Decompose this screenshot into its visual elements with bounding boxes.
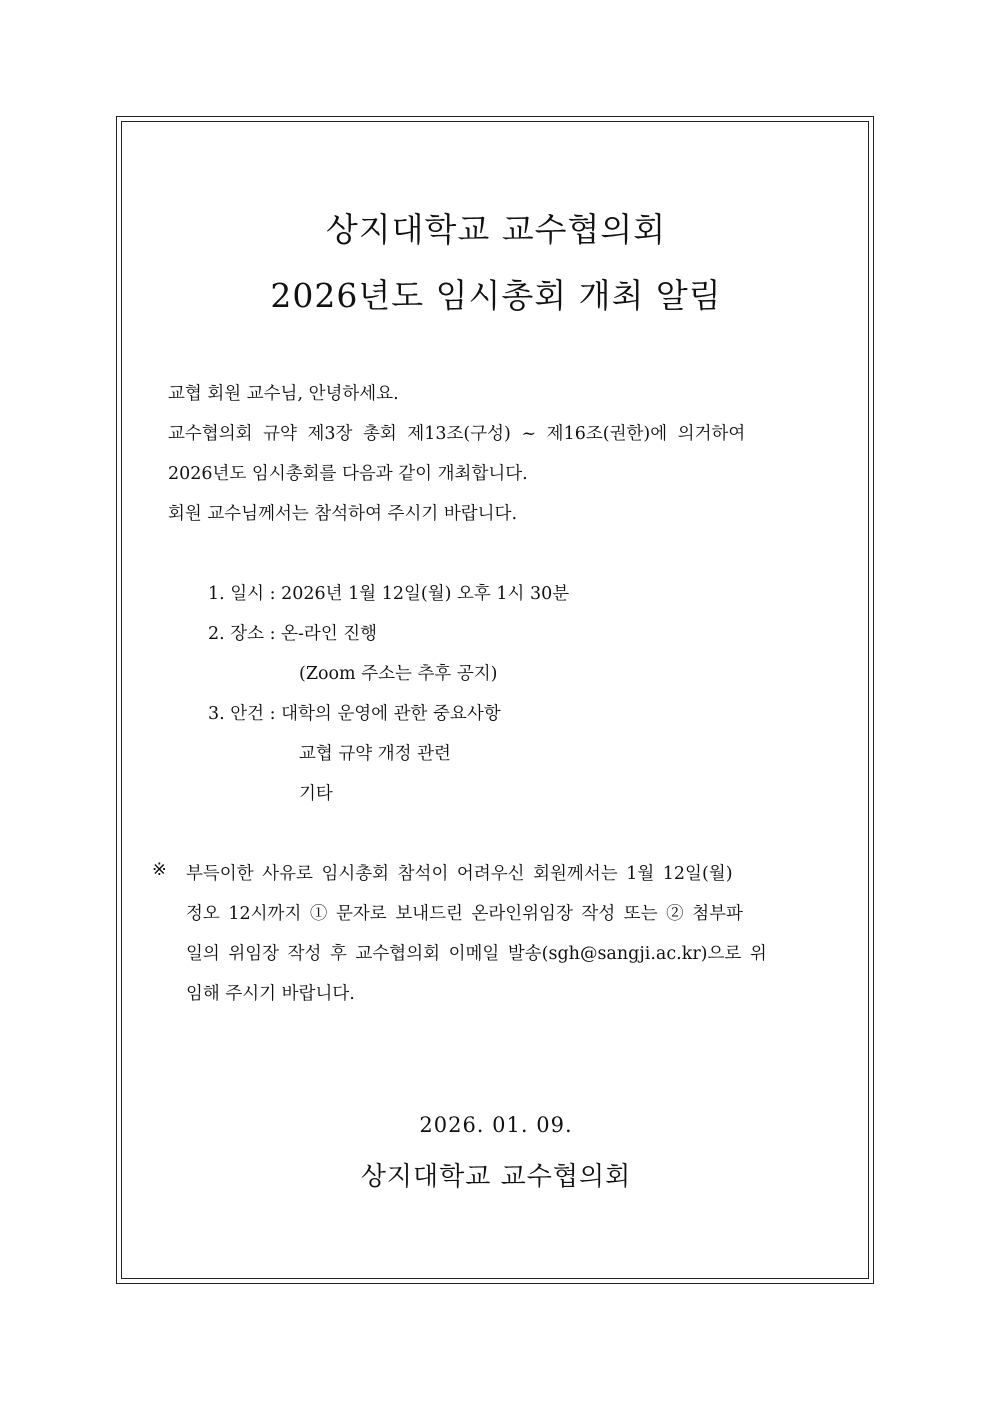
agenda-item-location: 2. 장소 : 온-라인 진행 <box>208 624 378 644</box>
note-mark-symbol: ※ <box>152 860 167 880</box>
document-date: 2026. 01. 09. <box>419 1113 573 1137</box>
intro-line-announcement: 2026년도 임시총회를 다음과 같이 개최합니다. <box>168 464 528 484</box>
intro-line-request: 회원 교수님께서는 참석하여 주시기 바랍니다. <box>168 504 518 524</box>
greeting-line: 교협 회원 교수님, 안녕하세요. <box>168 384 399 404</box>
issuer-signature: 상지대학교 교수협의회 <box>360 1162 632 1192</box>
agenda-topic-other: 기타 <box>299 784 333 804</box>
agenda-item-topics: 3. 안건 : 대학의 운영에 관한 중요사항 <box>208 704 501 724</box>
note-line: 부득이한 사유로 임시총회 참석이 어려우신 회원께서는 1월 12일(월) <box>186 864 733 884</box>
note-line: 임해 주시기 바랍니다. <box>186 984 355 1004</box>
document-subtitle: 2026년도 임시총회 개최 알림 <box>270 276 722 315</box>
note-line: 정오 12시까지 ① 문자로 보내드린 온라인위임장 작성 또는 ② 첨부파 <box>186 904 743 924</box>
note-line-email: 일의 위임장 작성 후 교수협의회 이메일 발송(sgh@sangji.ac.kr)으로 위 <box>186 944 767 964</box>
agenda-topic-regulation: 교협 규약 개정 관련 <box>299 744 451 764</box>
intro-line-regulation: 교수협의회 규약 제3장 총회 제13조(구성) ~ 제16조(권한)에 의거하여 <box>168 424 746 444</box>
agenda-item-location-note: (Zoom 주소는 추후 공지) <box>299 664 498 684</box>
agenda-item-datetime: 1. 일시 : 2026년 1월 12일(월) 오후 1시 30분 <box>208 584 570 604</box>
document-title: 상지대학교 교수협의회 <box>325 210 667 249</box>
